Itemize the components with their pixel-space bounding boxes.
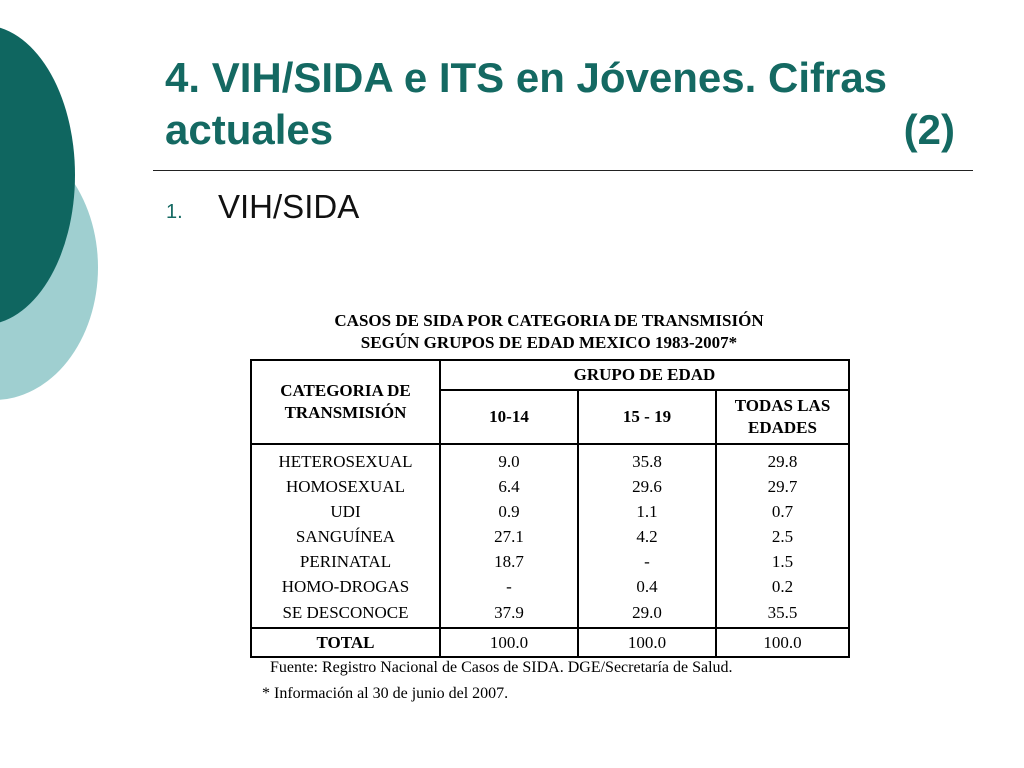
row-value: 9.0 [440,444,578,474]
bullet-text: VIH/SIDA [218,188,360,225]
row-value: 1.1 [578,499,716,524]
caption-line-1: CASOS DE SIDA POR CATEGORIA DE TRANSMISIÓN [334,311,764,330]
row-value: 2.5 [716,524,849,549]
row-value: 6.4 [440,474,578,499]
title-line-1: 4. VIH/SIDA e ITS en Jóvenes. Cifras [165,54,888,101]
caption-line-2: SEGÚN GRUPOS DE EDAD MEXICO 1983-2007* [360,333,738,352]
table-caption [248,310,850,354]
title-slide-number: (2) [903,106,955,153]
bullet-number: 1. [166,201,183,223]
row-category: PERINATAL [251,549,440,574]
title-divider [153,170,973,171]
row-category: HOMOSEXUAL [251,474,440,499]
table-row [251,599,849,628]
row-value: 0.2 [716,574,849,599]
row-value: 29.8 [716,444,849,474]
table-row [251,524,849,549]
header-col-15-19: 15 - 19 [578,390,716,444]
row-category: SANGUÍNEA [251,524,440,549]
row-value: - [440,574,578,599]
date-note: * Información al 30 de junio del 2007. [262,685,509,702]
table-row [251,574,849,599]
row-value: 1.5 [716,549,849,574]
header-col-all-ages: TODAS LAS EDADES [716,390,849,444]
row-value: 4.2 [578,524,716,549]
row-category: HOMO-DROGAS [251,574,440,599]
slide-title [165,52,955,156]
total-value: 100.0 [440,628,578,657]
source-note: Fuente: Registro Nacional de Casos de SIDA. DGE/Secretaría de Salud. [270,659,733,676]
bullet-item [166,188,359,226]
header-category: CATEGORIA DE TRANSMISIÓN [251,360,440,444]
row-category: SE DESCONOCE [251,599,440,628]
row-category: UDI [251,499,440,524]
table-row [251,499,849,524]
row-value: 18.7 [440,549,578,574]
total-value: 100.0 [578,628,716,657]
row-category: HETEROSEXUAL [251,444,440,474]
row-value: 35.8 [578,444,716,474]
title-line-2: actuales [165,106,334,153]
row-value: 29.0 [578,599,716,628]
total-value: 100.0 [716,628,849,657]
row-value: - [578,549,716,574]
table-row [251,549,849,574]
row-value: 27.1 [440,524,578,549]
row-value: 29.7 [716,474,849,499]
row-value: 0.9 [440,499,578,524]
row-value: 37.9 [440,599,578,628]
row-value: 29.6 [578,474,716,499]
header-age-group: GRUPO DE EDAD [440,360,849,390]
total-row [251,628,849,657]
table-row [251,474,849,499]
data-table [250,359,850,658]
row-value: 0.7 [716,499,849,524]
row-value: 35.5 [716,599,849,628]
header-col-10-14: 10-14 [440,390,578,444]
table-row [251,444,849,474]
total-label: TOTAL [251,628,440,657]
row-value: 0.4 [578,574,716,599]
